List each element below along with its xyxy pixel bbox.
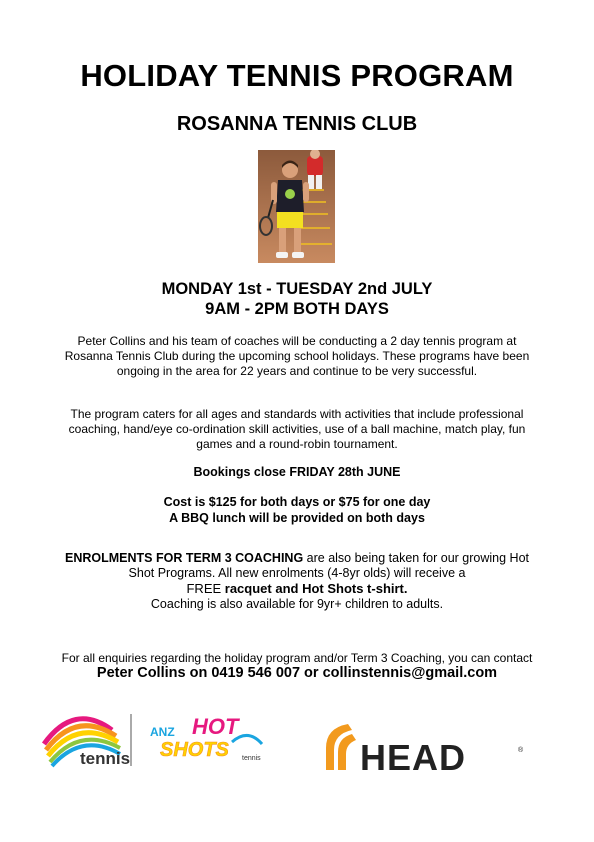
tennis-player-image	[258, 150, 335, 263]
tennis-australia-logo	[44, 714, 131, 768]
anz-text: ANZ	[150, 725, 175, 739]
event-dates	[0, 279, 594, 319]
logos-graphic	[0, 700, 594, 790]
bookings-close-notice: Bookings close FRIDAY 28th JUNE	[193, 465, 401, 479]
cost-line: Cost is $125 for both days or $75 for one day	[163, 495, 431, 509]
registered-mark: ®	[518, 747, 524, 754]
head-logo	[326, 724, 524, 778]
program-details-paragraph: The program caters for all ages and standards with activities that include professional coaching, hand/eye co-ordination skill activities, use of a ball machine, match play, fun games and a round-robin tournament.	[68, 407, 526, 451]
coaching-availability: Coaching is also available for 9yr+ children to adults.	[150, 597, 444, 611]
shots-text: SHOTS	[160, 739, 229, 761]
club-name: ROSANNA TENNIS CLUB	[176, 113, 418, 135]
free-word: FREE	[186, 581, 222, 596]
tennis-player-photo	[258, 150, 335, 263]
enrolments-paragraph	[60, 551, 534, 612]
hot-text: HOT	[192, 714, 239, 739]
anz-hot-shots-logo	[150, 714, 262, 762]
free-items: racquet and Hot Shots t-shirt.	[221, 581, 408, 596]
tennis-logo-text: tennis	[80, 749, 131, 768]
enquiries-line: For all enquiries regarding the holiday program and/or Term 3 Coaching, you can contact	[61, 651, 533, 665]
cost-block	[0, 494, 594, 526]
hotshots-tennis-text: tennis	[242, 755, 261, 762]
event-date-range: MONDAY 1st - TUESDAY 2nd JULY	[161, 280, 433, 298]
event-time-range: 9AM - 2PM BOTH DAYS	[205, 300, 389, 318]
contact-details: Peter Collins on 0419 546 007 or collinstennis@gmail.com	[96, 665, 498, 681]
enrolments-heading: ENROLMENTS FOR TERM 3 COACHING	[64, 551, 304, 565]
enrolments-text: are also being taken for our growing Hot Shot Programs. All new enrolments (4-8yr olds) will receive a	[128, 551, 530, 580]
intro-paragraph: Peter Collins and his team of coaches will be conducting a 2 day tennis program at Rosanna Tennis Club during the upcoming school holidays. These programs have been ongoing in the area for 22 years and continue to be very successful.	[64, 334, 530, 378]
bbq-line: A BBQ lunch will be provided on both days	[169, 511, 425, 525]
sponsor-logos	[0, 700, 594, 790]
page-title: HOLIDAY TENNIS PROGRAM	[80, 58, 514, 93]
head-text: HEAD	[360, 737, 467, 778]
